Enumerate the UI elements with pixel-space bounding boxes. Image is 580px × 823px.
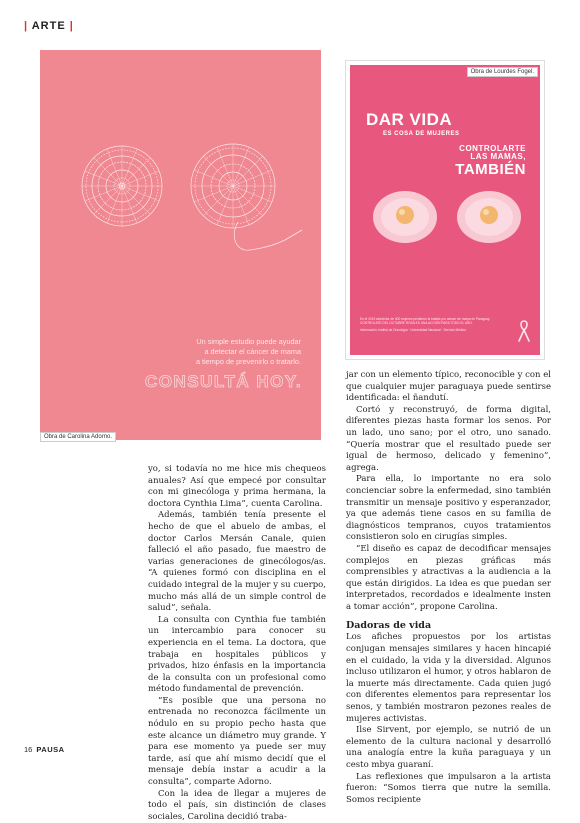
pacifier-left-icon [370,185,440,245]
credit-lourdes-fogel: Obra de Lourdes Fogel. [467,67,538,77]
paragraph: Ilse Sirvent, por ejemplo, se nutrió de un elemento de la cultura nacional y desarrolló una analogía entre la kuña paraguaya y un cesto mbya guaraní. [346,725,551,770]
section-label-text: ARTE [31,20,66,32]
poster2-line1: CONTROLARTE [459,144,526,153]
poster2-fine-print: En el 2019 alrededor de 400 mujeres perdieron la batalla por cáncer de mama en Paraguay. CONTROLATE DEL OCTUBRE ROSA ES UNA ACCIÓN PARA TODO EL AÑO. [360,317,491,326]
paragraph: “El diseño es capaz de decodificar mensajes complejos en piezas gráficas más comprensibles y atractivas a la audiencia a la que están dirigidos. La idea es que puedan ser interpretados, recordados e idealmente insten a tomar acción”, propone Carolina. [346,543,551,612]
section-label: | ARTE | [24,20,74,32]
poster2-title: DAR VIDA [366,110,453,129]
artwork-lourdes-fogel [345,60,545,360]
paragraph: Cortó y reconstruyó, de forma digital, diferentes piezas hasta formar los senos. Por un lado, uno sano; por el otro, uno sanado. “Quería mostrar que el resultado puede ser igual de hermoso, delicado y femenino”, agrega. [346,404,551,473]
poster-message-line: Un simple estudio puede ayudar [196,337,301,346]
paragraph: yo, si todavía no me hice mis chequeos anuales? Así que empecé por consultar con mi ginecóloga y prima hermana, la doctora Cynthia Lima”, cuenta Carolina. [148,464,326,509]
subheading: Dadoras de vida [346,620,432,632]
paragraph: La consulta con Cynthia fue también un intercambio para conocer su experiencia en el tema. La doctora, que trabaja en hospitales públicos y privados, hizo énfasis en la importancia de la consulta con un profesional como método fundamental de prevención. [148,614,326,695]
paragraph: jar con un elemento típico, reconocible y con el que cualquier mujer paraguaya puede sentirse identificada: el ñandutí. [346,370,551,404]
poster-message [111,337,301,368]
magazine-name: PAUSA [36,745,65,754]
paragraph: Los afiches propuestos por los artistas conjugan mensajes similares y hacen hincapié en el cuidado, la vida y la diversidad. Algunos incluso utilizaron el humor, y otros hablaron de la muerte más directamente. Cada quien jugó con diferentes elementos para representar los senos, y también mostraron pezones reales de mujeres activistas. [346,632,551,724]
artwork-lourdes-fogel-canvas [350,65,540,355]
article-column-2 [346,370,551,806]
poster2-subtitle: ES COSA DE MUJERES [383,131,460,137]
article-column-1 [148,464,326,823]
pacifier-right-icon [454,185,524,245]
poster2-line2: LAS MAMAS, [470,152,526,161]
pink-ribbon-icon [518,320,530,342]
page-footer [24,745,65,754]
page-number: 16 [24,745,33,754]
poster2-line3: TAMBIÉN [455,161,526,178]
paragraph: “Es posible que una persona no entrenada no reconozca fácilmente un nódulo en su propio pecho hasta que este alcance un diámetro muy grande. Y para ese momento ya puede ser muy tarde, así que ahí mismo decidí que el mensaje debía instar a acudir a la consulta”, comparte Adorno. [148,695,326,788]
needle-thread-icon [230,220,305,260]
nanduti-left-icon [80,144,164,228]
poster-cta: CONSULTÁ HOY. [145,372,303,391]
paragraph: Además, también tenía presente el hecho de que el abuelo de ambas, el doctor Carlos Mersán Canale, quien falleció el año pasado, fue maestro de varias generaciones de ginecólogos/as. “A quienes formó con disciplina en el cuidado integral de la mujer y su cuerpo, mucho más allá de un simple control de salud”, señala. [148,510,326,614]
nanduti-right-icon [189,142,277,230]
poster-message-line: a detectar el cáncer de mama [204,347,301,357]
credit-carolina-adorno: Obra de Carolina Adorno. [40,432,116,442]
artwork-carolina-adorno [40,50,321,440]
paragraph: Las reflexiones que impulsaron a la artista fueron: “Somos tierra que nutre la semilla. Somos recipiente [346,771,551,805]
paragraph: Con la idea de llegar a mujeres de todo el país, sin distinción de clases sociales, Carolina decidió traba- [148,788,326,822]
poster2-fine-print-2: Información: Institut de Oncología · Universidad Nacional · Servicio Médico [360,328,466,332]
paragraph: Para ella, lo importante no era solo concienciar sobre la enfermedad, sino también transmitir un mensaje positivo y esperanzador, ya que además tiene casos en su familia de diagnósticos tempranos, cuyos tratamientos consistieron solo en cirugías simples. [346,474,551,543]
poster-message-line: a tiempo de prevenirlo o tratarlo. [195,357,301,367]
